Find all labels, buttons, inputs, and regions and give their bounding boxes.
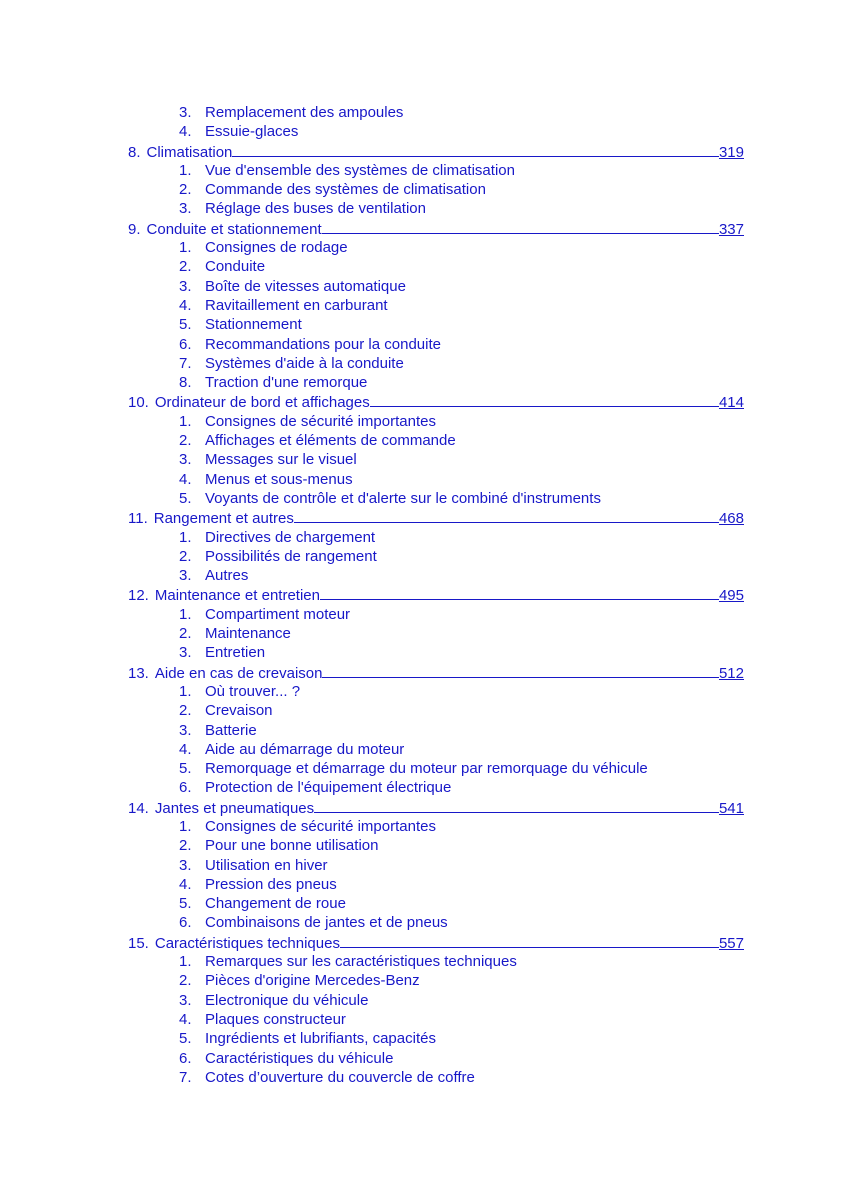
section-label: Menus et sous-menus [205, 470, 353, 488]
chapter-number: 8. [128, 143, 141, 161]
toc-section-item [128, 952, 744, 971]
section-number: 2. [179, 181, 192, 199]
toc-section-item [128, 991, 744, 1010]
section-number: 3. [179, 451, 192, 469]
chapter-number: 15. [128, 934, 149, 952]
toc-section-item [128, 103, 744, 122]
section-label: Autres [205, 567, 249, 585]
section-number: 5. [179, 316, 192, 334]
section-number: 2. [179, 547, 192, 565]
toc-section-item [128, 1010, 744, 1029]
section-number: 2. [179, 258, 192, 276]
section-number: 2. [179, 972, 192, 990]
section-number: 5. [179, 895, 192, 913]
section-label: Utilisation en hiver [205, 856, 328, 874]
section-number: 6. [179, 335, 192, 353]
section-label: Pression des pneus [205, 875, 337, 893]
toc-section-item [128, 778, 744, 797]
leader-line [294, 508, 719, 523]
toc-section-item [128, 605, 744, 624]
toc-chapter-link[interactable] [128, 142, 744, 161]
toc-section-item [128, 489, 744, 508]
section-label: Aide au démarrage du moteur [205, 740, 405, 758]
section-label: Voyants de contrôle et d'alerte sur le combiné d'instruments [205, 489, 601, 507]
section-number: 6. [179, 914, 192, 932]
section-label: Où trouver... ? [205, 682, 301, 700]
leader-line [232, 142, 719, 157]
section-label: Systèmes d'aide à la conduite [205, 354, 404, 372]
section-number: 2. [179, 432, 192, 450]
section-number: 7. [179, 354, 192, 372]
section-number: 5. [179, 1030, 192, 1048]
section-number: 3. [179, 991, 192, 1009]
section-label: Possibilités de rangement [205, 547, 377, 565]
toc-section-item [128, 740, 744, 759]
section-label: Batterie [205, 721, 257, 739]
chapter-number: 10. [128, 394, 149, 412]
toc-section-item [128, 180, 744, 199]
section-number: 4. [179, 740, 192, 758]
section-number: 1. [179, 605, 192, 623]
toc-section-item [128, 566, 744, 585]
toc-section-item [128, 528, 744, 547]
toc-section-item [128, 547, 744, 566]
toc-section-item [128, 470, 744, 489]
chapter-title: Aide en cas de crevaison [154, 664, 323, 682]
section-number: 5. [179, 489, 192, 507]
toc-section-item [128, 354, 744, 373]
toc-chapter-link[interactable] [128, 392, 744, 411]
toc-section-item [128, 971, 744, 990]
chapter-number: 13. [128, 664, 149, 682]
section-label: Entretien [205, 644, 266, 662]
chapter-title: Jantes et pneumatiques [154, 799, 315, 817]
section-label: Remarques sur les caractéristiques techniques [205, 953, 517, 971]
toc-section-item [128, 836, 744, 855]
section-label: Directives de chargement [205, 528, 376, 546]
chapter-page-number: 319 [718, 143, 744, 161]
leader-line [370, 392, 719, 407]
chapter-page-number: 468 [718, 510, 744, 528]
section-number: 6. [179, 779, 192, 797]
toc-chapter-link[interactable] [128, 933, 744, 952]
section-label: Recommandations pour la conduite [205, 335, 441, 353]
leader-line [340, 933, 719, 948]
section-label: Remplacement des ampoules [205, 104, 404, 121]
toc-chapter-link[interactable] [128, 219, 744, 238]
section-label: Compartiment moteur [205, 605, 351, 623]
section-label: Consignes de sécurité importantes [205, 817, 436, 835]
toc-section-item [128, 1049, 744, 1068]
chapter-page-number: 557 [718, 934, 744, 952]
toc-section-item [128, 643, 744, 662]
section-label: Protection de l'équipement électrique [205, 779, 452, 797]
section-number: 3. [179, 856, 192, 874]
chapter-page-number: 414 [718, 394, 744, 412]
toc-section-item [128, 199, 744, 218]
section-number: 5. [179, 760, 192, 778]
toc-chapter-link[interactable] [128, 585, 744, 604]
section-label: Remorquage et démarrage du moteur par remorquage du véhicule [205, 760, 648, 778]
toc-section-item [128, 257, 744, 276]
chapter-number: 14. [128, 799, 149, 817]
leader-line [322, 663, 719, 678]
section-number: 1. [179, 817, 192, 835]
toc-section-item [128, 161, 744, 180]
section-label: Stationnement [205, 316, 302, 334]
section-label: Crevaison [205, 702, 273, 720]
section-number: 3. [179, 644, 192, 662]
toc-section-item [128, 1029, 744, 1048]
toc-section-item [128, 335, 744, 354]
toc-section-item [128, 373, 744, 392]
toc-section-item [128, 412, 744, 431]
section-label: Consignes de sécurité importantes [205, 412, 436, 430]
toc-section-item [128, 450, 744, 469]
section-number: 3. [179, 277, 192, 295]
chapter-title: Climatisation [146, 143, 233, 161]
section-label: Pièces d'origine Mercedes-Benz [205, 972, 420, 990]
section-number: 4. [179, 875, 192, 893]
toc-section-item [128, 315, 744, 334]
chapter-number: 12. [128, 587, 149, 605]
chapter-title: Conduite et stationnement [146, 220, 322, 238]
section-number: 1. [179, 682, 192, 700]
section-label: Conduite [205, 258, 266, 276]
chapter-page-number: 337 [718, 220, 744, 238]
section-label: Essuie-glaces [205, 123, 299, 141]
section-number: 1. [179, 239, 192, 257]
leader-line [322, 219, 719, 234]
toc-chapter-link[interactable] [128, 508, 744, 527]
section-label: Combinaisons de jantes et de pneus [205, 914, 448, 932]
toc-section-item [128, 296, 744, 315]
section-label: Caractéristiques du véhicule [205, 1049, 394, 1067]
section-number: 3. [179, 567, 192, 585]
toc-section-item [128, 122, 744, 141]
toc-section-item [128, 721, 744, 740]
section-label: Traction d'une remorque [205, 374, 368, 392]
section-label: Maintenance [205, 625, 291, 643]
chapter-page-number: 512 [718, 664, 744, 682]
chapter-page-number: 495 [718, 587, 744, 605]
toc-section-item [128, 913, 744, 932]
section-number: 4. [179, 123, 192, 141]
section-label: Changement de roue [205, 895, 346, 913]
chapter-title: Ordinateur de bord et affichages [154, 394, 370, 412]
section-number: 1. [179, 412, 192, 430]
section-label: Messages sur le visuel [205, 451, 357, 469]
toc-chapter-link[interactable] [128, 798, 744, 817]
section-label: Vue d'ensemble des systèmes de climatisation [205, 161, 515, 179]
toc-section-item [128, 894, 744, 913]
table-of-contents [128, 103, 744, 1087]
chapter-number: 11. [128, 510, 148, 528]
section-label: Affichages et éléments de commande [205, 432, 456, 450]
section-label: Ravitaillement en carburant [205, 296, 388, 314]
section-number: 2. [179, 702, 192, 720]
section-label: Ingrédients et lubrifiants, capacités [205, 1030, 436, 1048]
section-number: 4. [179, 470, 192, 488]
section-number: 2. [179, 625, 192, 643]
chapter-title: Rangement et autres [153, 510, 294, 528]
section-label: Pour une bonne utilisation [205, 837, 379, 855]
toc-section-item [128, 682, 744, 701]
section-number: 6. [179, 1049, 192, 1067]
toc-chapter-link[interactable] [128, 663, 744, 682]
toc-section-item [128, 431, 744, 450]
section-label: Réglage des buses de ventilation [205, 200, 426, 218]
section-number: 4. [179, 296, 192, 314]
section-number: 3. [179, 104, 192, 121]
section-number: 3. [179, 200, 192, 218]
section-label: Plaques constructeur [205, 1010, 346, 1028]
section-number: 2. [179, 837, 192, 855]
section-number: 7. [179, 1068, 192, 1086]
section-label: Boîte de vitesses automatique [205, 277, 406, 295]
section-number: 4. [179, 1010, 192, 1028]
section-number: 1. [179, 161, 192, 179]
toc-section-item [128, 875, 744, 894]
section-label: Cotes d’ouverture du couvercle de coffre [205, 1068, 475, 1086]
section-number: 1. [179, 528, 192, 546]
toc-section-item [128, 277, 744, 296]
chapter-number: 9. [128, 220, 141, 238]
toc-section-item [128, 624, 744, 643]
section-number: 1. [179, 953, 192, 971]
section-number: 3. [179, 721, 192, 739]
toc-section-item [128, 817, 744, 836]
toc-section-item [128, 856, 744, 875]
toc-section-item [128, 701, 744, 720]
leader-line [314, 798, 719, 813]
toc-section-item [128, 759, 744, 778]
chapter-page-number: 541 [718, 799, 744, 817]
leader-line [320, 585, 719, 600]
toc-section-item [128, 1068, 744, 1087]
chapter-title: Maintenance et entretien [154, 587, 320, 605]
section-label: Commande des systèmes de climatisation [205, 181, 486, 199]
chapter-title: Caractéristiques techniques [154, 934, 340, 952]
section-number: 8. [179, 374, 192, 392]
toc-section-item [128, 238, 744, 257]
section-label: Consignes de rodage [205, 239, 348, 257]
section-label: Electronique du véhicule [205, 991, 369, 1009]
